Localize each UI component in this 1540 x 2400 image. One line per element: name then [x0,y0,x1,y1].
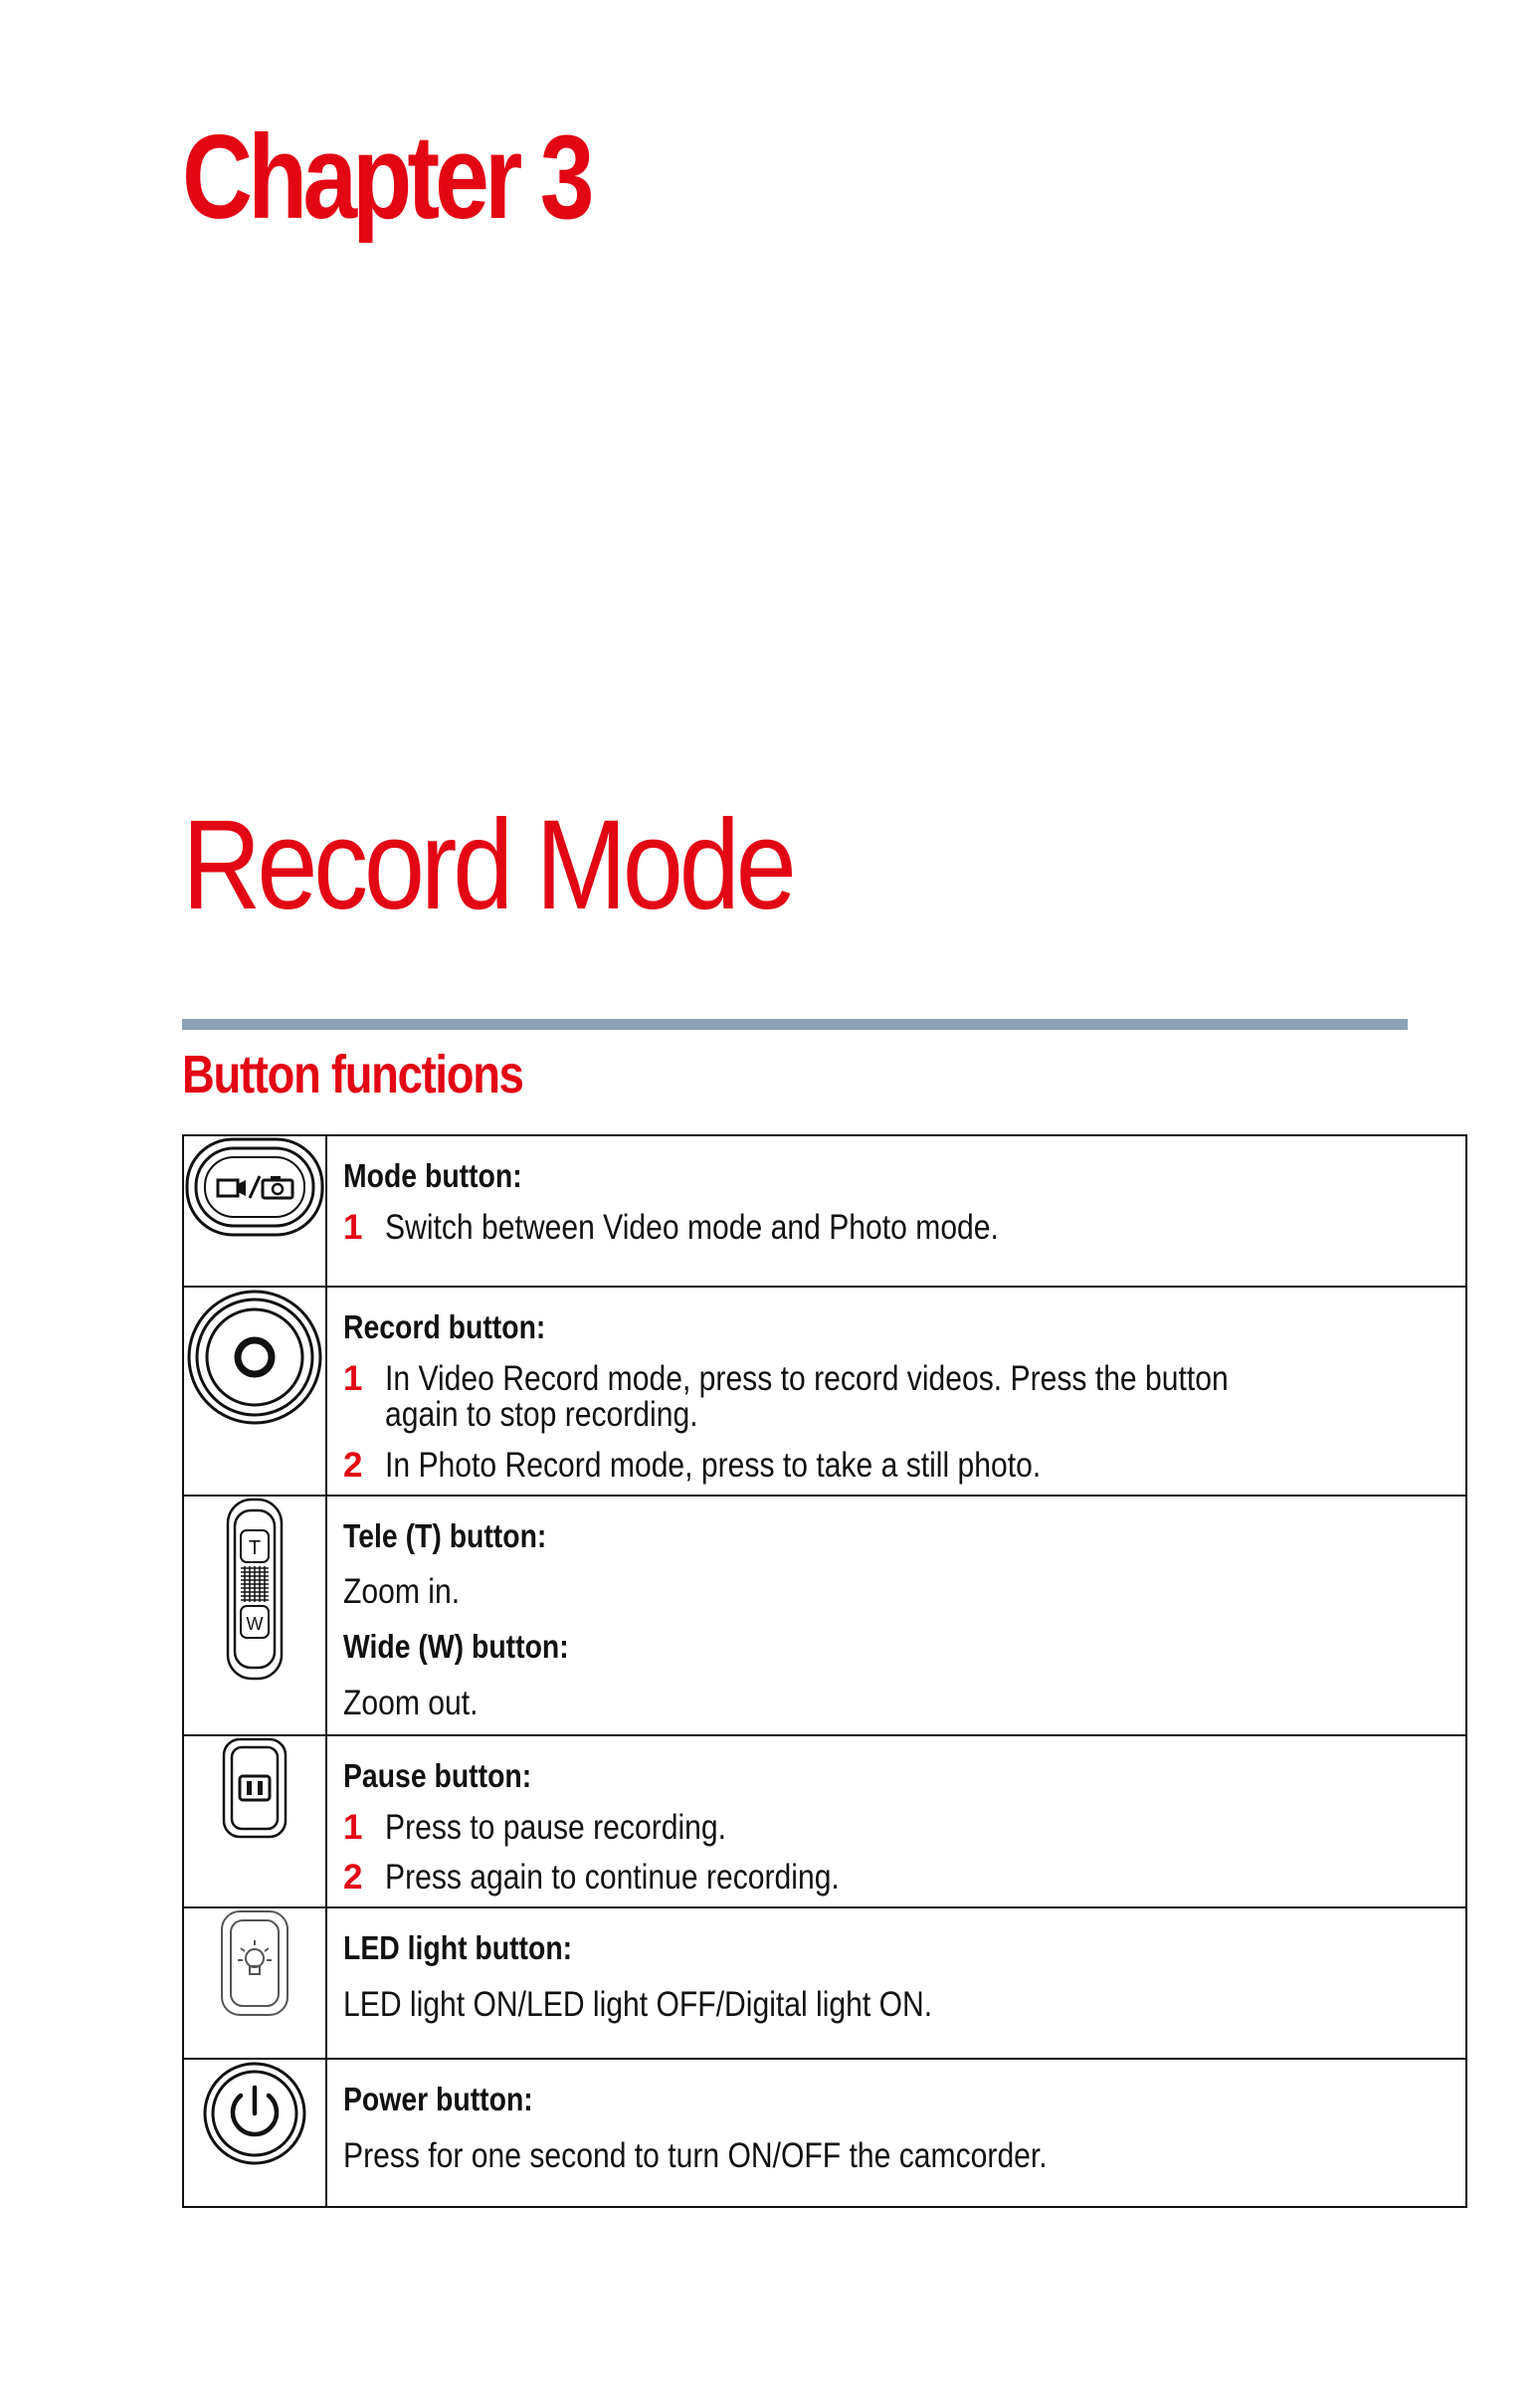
description-text: Zoom out. [343,1684,479,1723]
icon-cell [183,1907,326,2059]
record-button-icon [184,1288,325,1427]
step-number: 1 [343,1207,363,1247]
chapter-title: Chapter 3 [182,110,590,244]
step-number: 2 [343,1446,363,1486]
button-heading: Tele (T) button: [343,1516,547,1554]
zoom-rocker-icon [184,1497,325,1682]
list-item [343,1807,1449,1847]
description-cell [326,2059,1466,2207]
button-heading: Wide (W) button: [343,1628,569,1666]
icon-cell [183,1735,326,1907]
description-cell [326,1135,1466,1287]
subsection-title: Button functions [182,1045,523,1104]
step-text: In Photo Record mode, press to take a still photo. [385,1446,1042,1486]
description-cell [326,1287,1466,1496]
pause-button-icon [184,1736,325,1840]
button-heading: Pause button: [343,1757,532,1795]
description-cell [326,1907,1466,2059]
power-button-icon [184,2060,325,2167]
step-number: 2 [343,1858,363,1898]
description-cell [326,1735,1466,1907]
step-text: Switch between Video mode and Photo mode. [385,1207,999,1247]
section-divider [182,1019,1408,1030]
icon-cell [183,2059,326,2207]
icon-cell [183,1287,326,1496]
button-heading: Mode button: [343,1157,522,1194]
step-text: Press to pause recording. [385,1807,726,1847]
step-text: Press again to continue recording. [385,1858,840,1898]
button-heading: Record button: [343,1308,546,1345]
led-light-button-icon [184,1908,325,2018]
description-text: Press for one second to turn ON/OFF the camcorder. [343,2135,1048,2175]
description-text: LED light ON/LED light OFF/Digital light ON. [343,1984,933,2024]
mode-button-icon [184,1136,325,1238]
wide-label: W [246,1613,264,1634]
step-number: 1 [343,1807,363,1847]
step-text: In Video Record mode, press to record videos. Press the button again to stop recording. [385,1358,1229,1435]
step-number: 1 [343,1358,363,1398]
list-item [343,1448,1449,1485]
list-item [343,1207,1449,1247]
table-row-zoom-buttons [183,1496,1466,1735]
list-item [343,1860,1449,1897]
description-text: Zoom in. [343,1572,461,1612]
tele-label: T [248,1536,262,1559]
table-row-record-button [183,1287,1466,1496]
section-title: Record Mode [182,794,793,936]
table-row-led-light-button [183,1907,1466,2059]
button-heading: LED light button: [343,1929,573,1967]
icon-cell [183,1135,326,1287]
table-row-power-button [183,2059,1466,2207]
icon-cell [183,1496,326,1735]
list-item [343,1358,1449,1435]
table-row-pause-button [183,1735,1466,1907]
table-row-mode-button [183,1135,1466,1287]
button-functions-table [182,1134,1467,2208]
description-cell [326,1496,1466,1735]
button-heading: Power button: [343,2081,533,2118]
